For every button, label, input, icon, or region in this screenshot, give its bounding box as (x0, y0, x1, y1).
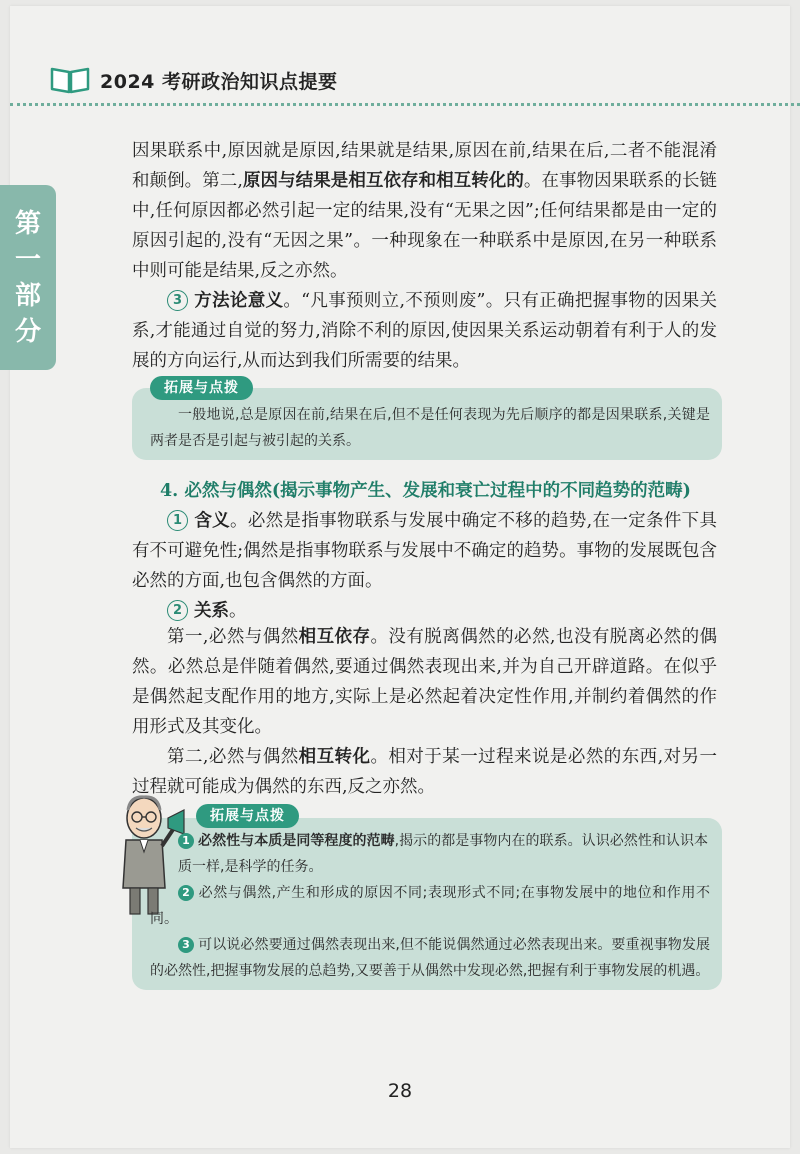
page-number: 28 (387, 1080, 413, 1102)
side-tab-char: 分 (14, 316, 41, 347)
header-title: 2024 考研政治知识点提要 (100, 70, 338, 93)
text-run: 第二,必然与偶然 (167, 747, 299, 767)
body-paragraph (132, 506, 717, 596)
text-run: 。没有脱离偶然的必然,也没有脱离必然的偶然。必然总是伴随着偶然,要通过偶然表现出来,并为自己开辟道路。在似乎是偶然起支配作用的地方,实际上是必然起着决定性作用,并制约着偶然的作用形式及其变化。 (132, 627, 718, 737)
text-run: 。“凡事预则立,不预则废”。只有正确把握事物的因果关系,才能通过自觉的努力,消除不利的原因,使因果关系运动朝着有利于人的发展的方向运行,从而达到我们所需要的结果。 (132, 291, 717, 371)
callout-item (178, 828, 708, 880)
body-paragraph (132, 622, 717, 742)
callout-tag: 拓展与点拨 (196, 804, 299, 828)
numbered-dot: 1 (178, 833, 194, 849)
bold-text: 相互转化 (298, 747, 371, 767)
side-tab-char: 一 (14, 244, 41, 275)
bold-text: 方法论意义 (194, 291, 284, 311)
page-header (50, 64, 338, 96)
body-paragraph (132, 136, 717, 286)
callout-tag: 拓展与点拨 (150, 376, 253, 400)
text-run: 。相对于某一过程来说是必然的东西,对另一过程就可能成为偶然的东西,反之亦然。 (132, 747, 718, 797)
text-run: 。必然是指事物联系与发展中确定不移的趋势,在一定条件下具有不可避免性;偶然是指事物联系与发展中不确定的趋势。事物的发展既包含必然的方面,也包含偶然的方面。 (132, 511, 718, 591)
body-paragraph (132, 286, 717, 376)
section-side-tab (0, 185, 56, 370)
text-run: 必然与偶然,产生和形成的原因不同;表现形式不同;在事物发展中的地位和作用不同。 (150, 885, 710, 927)
callout-item (150, 932, 710, 984)
bold-text: 含义 (194, 511, 230, 531)
open-book-icon (50, 66, 90, 94)
circled-number: 2 (167, 600, 188, 621)
side-tab-char: 第 (14, 208, 41, 239)
bold-text: 原因与结果是相互依存和相互转化的 (242, 171, 524, 191)
text-run: 。 (229, 601, 247, 621)
circled-number: 1 (167, 510, 188, 531)
text-run: 。在事物因果联系的长链中,任何原因都必然引起一定的结果,没有“无果之因”;任何结果都是由一定的原因引起的,没有“无因之果”。一种现象在一种联系中是原因,在另一种联系中则可能是结果,反之亦然。 (132, 171, 718, 281)
numbered-dot: 2 (178, 885, 194, 901)
callout-item (150, 880, 710, 932)
bold-text: 相互依存 (298, 627, 371, 647)
numbered-dot: 3 (178, 937, 194, 953)
text-run: 可以说必然要通过偶然表现出来,但不能说偶然通过必然表现出来。要重视事物发展的必然性,把握事物发展的总趋势,又要善于从偶然中发现必然,把握有利于事物发展的机遇。 (150, 937, 710, 979)
section-heading: 4. 必然与偶然(揭示事物产生、发展和衰亡过程中的不同趋势的范畴) (160, 481, 691, 501)
text-run: ,揭示的都是事物内在的联系。认识必然性和认识本质一样,是科学的任务。 (178, 833, 709, 875)
header-divider (10, 103, 800, 106)
side-tab-char: 部 (14, 280, 41, 311)
callout-text: 一般地说,总是原因在前,结果在后,但不是任何表现为先后顺序的都是因果联系,关键是两者是否是引起与被引起的关系。 (150, 407, 710, 449)
text-run: 第一,必然与偶然 (167, 627, 299, 647)
body-paragraph (132, 742, 717, 802)
bold-text: 关系 (194, 601, 229, 621)
text-run: 因果联系中,原因就是原因,结果就是结果,原因在前,结果在后,二者不能混淆和颠倒。第二, (132, 141, 717, 191)
bold-text: 必然性与本质是同等程度的范畴 (198, 833, 395, 849)
circled-number: 3 (167, 290, 188, 311)
